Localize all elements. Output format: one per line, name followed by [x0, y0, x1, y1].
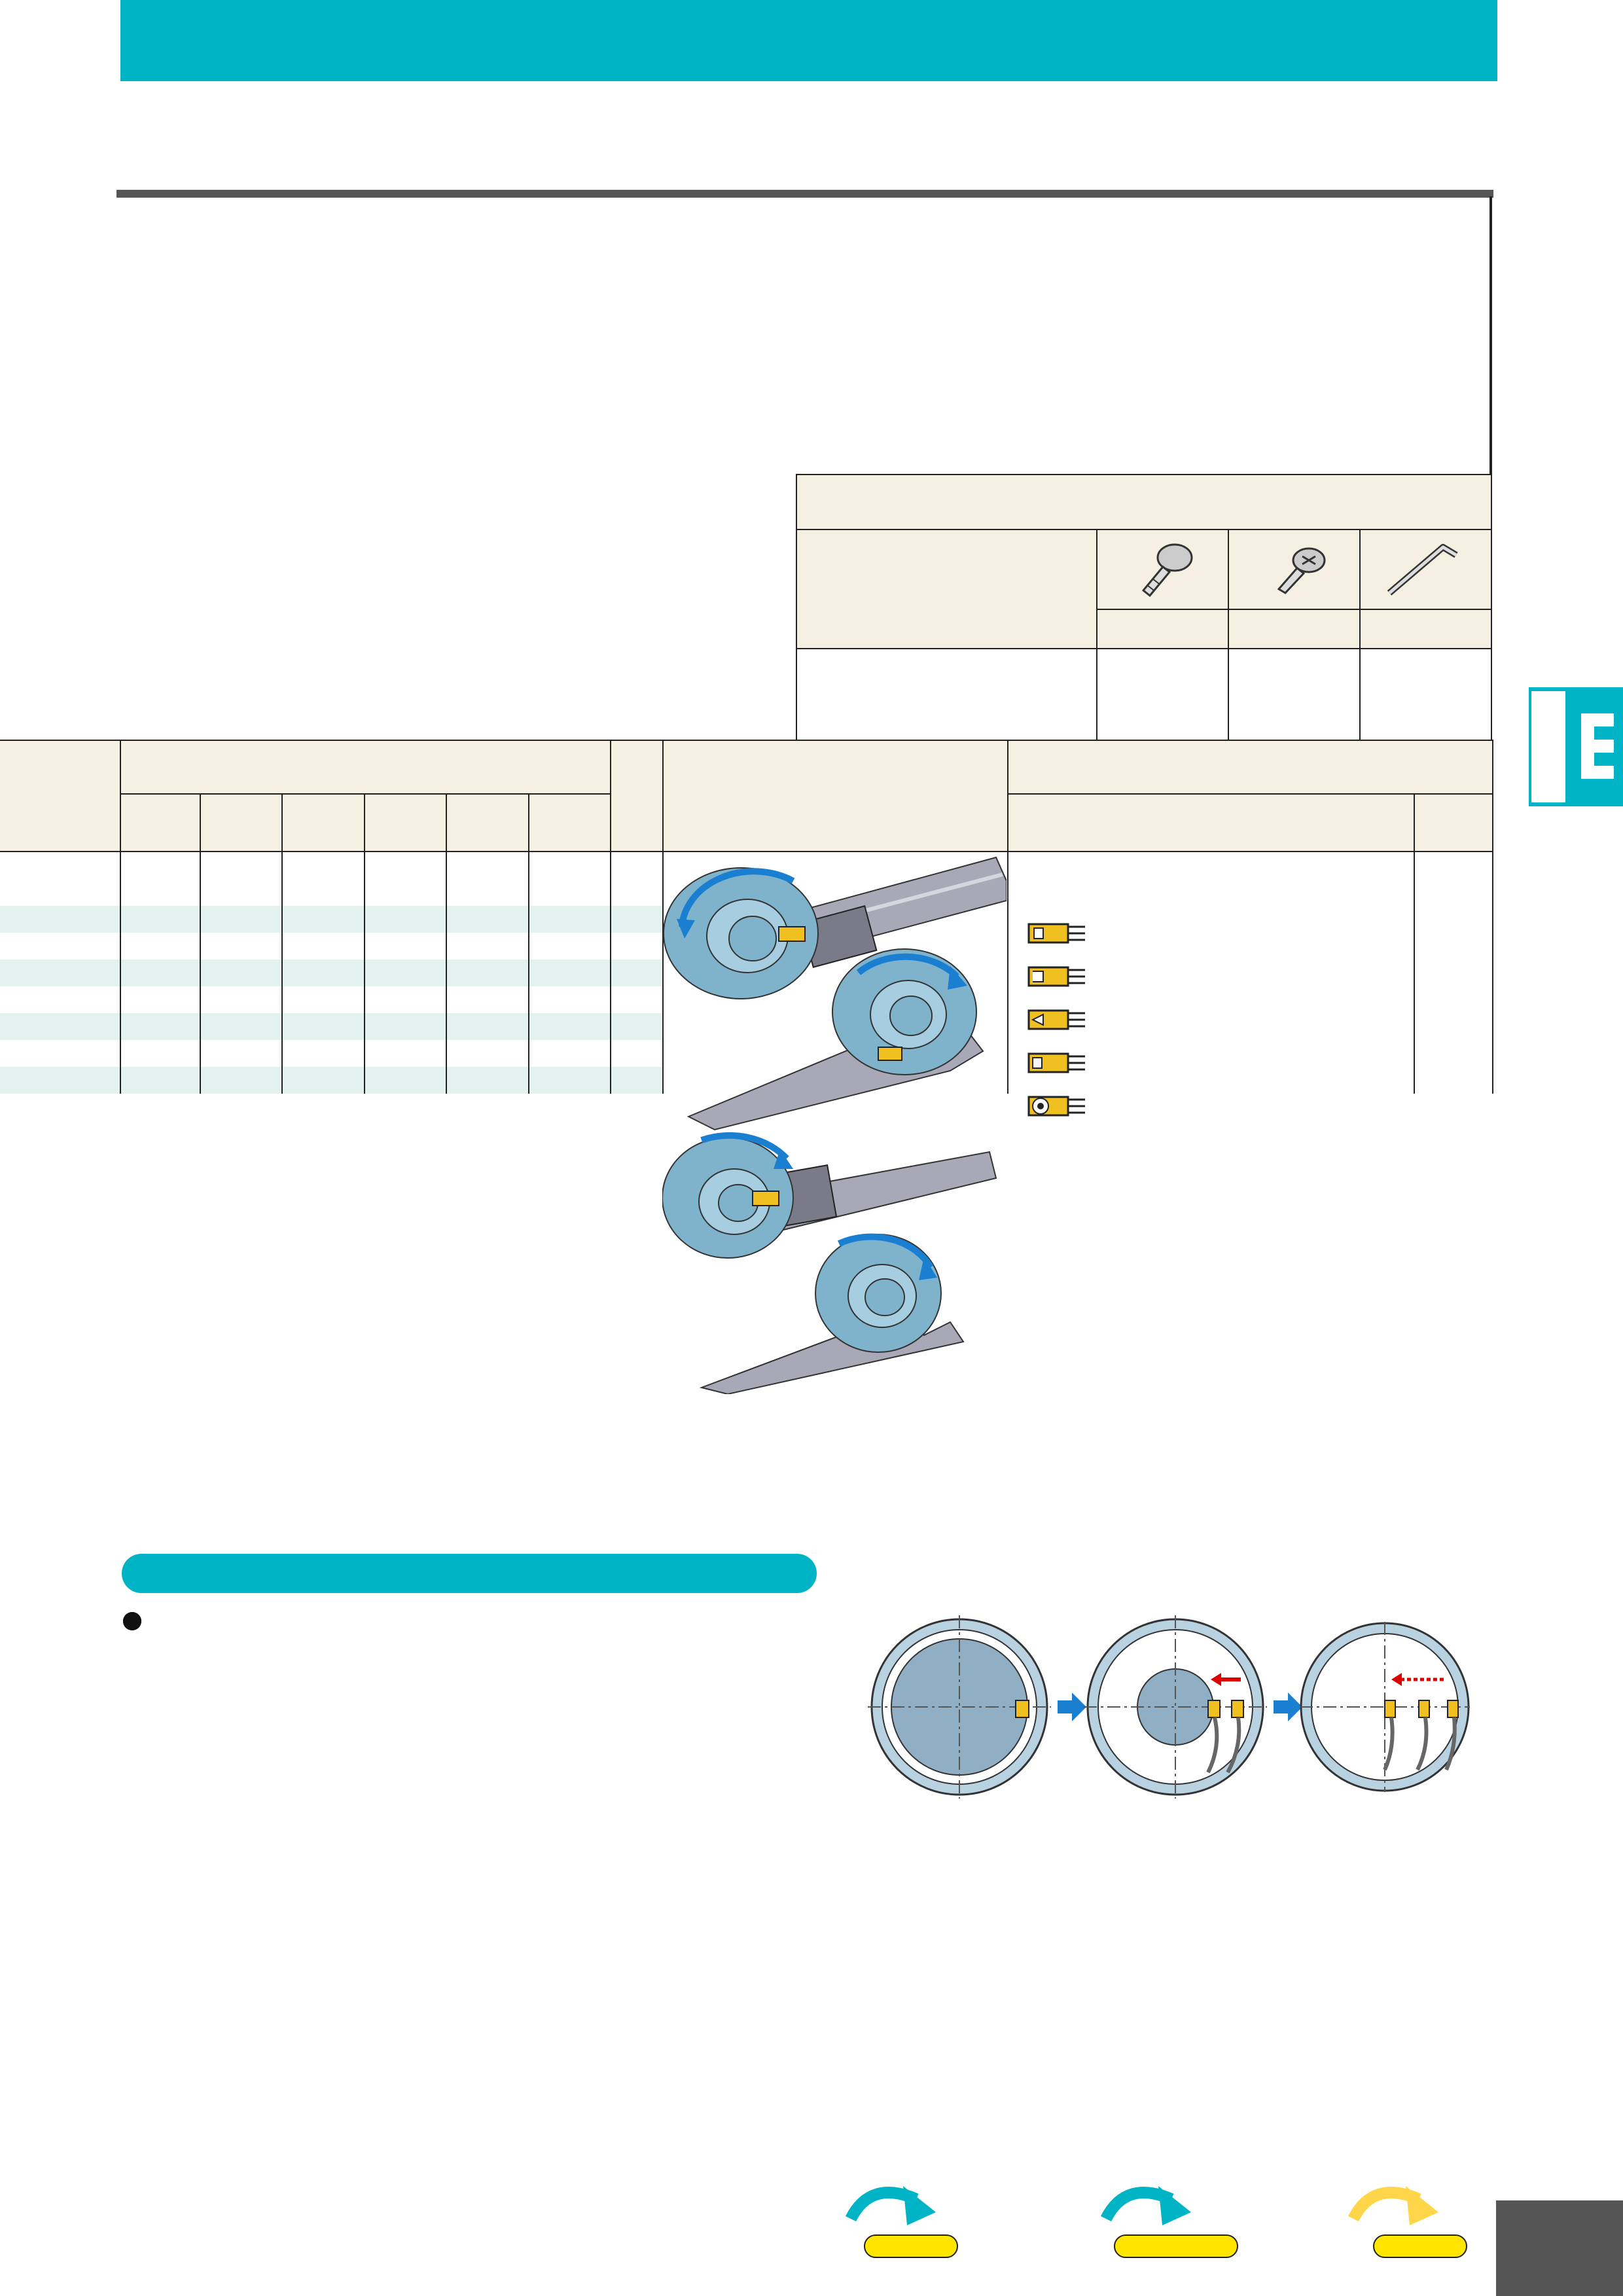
table-cell: [282, 1013, 364, 1040]
conditions-header: [663, 740, 1008, 852]
frame-line: [1489, 196, 1492, 475]
table-cell: [200, 852, 282, 906]
section-tab-label: [1531, 691, 1565, 802]
table-cell: [120, 960, 200, 986]
table-cell: [282, 986, 364, 1013]
table-cell: [529, 1067, 611, 1094]
table-cell: [529, 960, 611, 986]
table-cell: [611, 960, 663, 986]
table-cell: [446, 852, 528, 906]
table-cell: [611, 1013, 663, 1040]
table-cell: [446, 960, 528, 986]
cutting-conditions-illustration: [662, 855, 1007, 1394]
table-cell: [529, 986, 611, 1013]
table-cell: [611, 852, 663, 906]
key-cell: [1360, 649, 1491, 742]
clamp-screw-image: [1097, 529, 1228, 609]
table-cell: [611, 1067, 663, 1094]
table-cell: [365, 1040, 446, 1067]
table-cell: [365, 933, 446, 960]
table-cell: [120, 933, 200, 960]
table-cell: [446, 1013, 528, 1040]
arrow-right-icon: [1058, 1693, 1086, 1721]
curved-arrow-icon: [1099, 2179, 1198, 2238]
insert-gs-icon: [1027, 920, 1088, 946]
col-header: [365, 794, 446, 852]
table-cell: [200, 1040, 282, 1067]
table-cell: [529, 906, 611, 933]
figure-header: [611, 740, 663, 852]
curved-arrow-icon: [844, 2179, 942, 2238]
table-cell: [0, 1067, 120, 1094]
table-cell: [365, 986, 446, 1013]
table-cell: [446, 1040, 528, 1067]
header-rule: [116, 190, 1493, 198]
table-cell: [446, 986, 528, 1013]
key-header: [1360, 609, 1491, 649]
insert-screw-header: [1228, 609, 1360, 649]
spare-parts-table: [796, 474, 1492, 742]
col-header: [446, 794, 528, 852]
table-cell: [282, 852, 364, 906]
table-cell: [120, 906, 200, 933]
insert-header: [1008, 740, 1493, 794]
insert-bm: [1027, 1089, 1400, 1119]
table-cell: [529, 933, 611, 960]
table-cell: [611, 906, 663, 933]
insert-mm: [1027, 1046, 1400, 1076]
clamp-screw-icon: [1124, 535, 1202, 601]
holder-header: [796, 529, 1097, 649]
table-cell: [365, 1013, 446, 1040]
table-cell: [200, 960, 282, 986]
table-cell: [0, 852, 120, 906]
insert-gm-icon: [1027, 963, 1088, 990]
table-cell: [282, 933, 364, 960]
col-header: [529, 794, 611, 852]
table-cell: [120, 852, 200, 906]
table-cell: [529, 1013, 611, 1040]
table-cell: [0, 986, 120, 1013]
table-cell: [446, 906, 528, 933]
insert-ms-icon: [1027, 1007, 1088, 1033]
table-cell: [0, 1013, 120, 1040]
arrow-right-icon: [1274, 1693, 1302, 1721]
table-cell: [446, 1067, 528, 1094]
table-cell: [200, 986, 282, 1013]
table-cell: [200, 1013, 282, 1040]
insert-list: [1027, 916, 1400, 1132]
insert-screw-image: [1228, 529, 1360, 609]
table-cell: [0, 906, 120, 933]
dimensions-header: [120, 740, 611, 794]
clamp-screw-cell: [1097, 649, 1228, 742]
insert-screw-icon: [1255, 542, 1334, 594]
table-cell: [365, 852, 446, 906]
table-cell: [282, 1040, 364, 1067]
geometry-header: [1008, 794, 1414, 852]
face-grooving-figure-2: [662, 1136, 996, 1394]
top-banner: [120, 0, 1497, 81]
insert-ms: [1027, 1003, 1400, 1033]
insert-bm-icon: [1027, 1093, 1088, 1119]
table-cell: [200, 906, 282, 933]
table-cell: [611, 933, 663, 960]
table-cell: [365, 1067, 446, 1094]
table-cell: [282, 960, 364, 986]
col-header: [120, 794, 200, 852]
hex-key-icon: [1383, 535, 1468, 601]
face-grooving-figure-1: [664, 857, 1007, 1130]
nav-designation-link[interactable]: [864, 2234, 958, 2258]
curved-arrow-icon: [1347, 2179, 1445, 2238]
page-header: [1414, 794, 1493, 852]
table-cell: [120, 986, 200, 1013]
insert-mm-icon: [1027, 1050, 1088, 1076]
table-cell: [282, 1067, 364, 1094]
table-cell: [611, 1040, 663, 1067]
locator-step-2: [1084, 1615, 1267, 1799]
table-cell: [611, 986, 663, 1013]
insert-gs: [1027, 916, 1400, 946]
table-cell: [282, 906, 364, 933]
page-number: [1496, 2200, 1623, 2296]
vertical-section-title: [1505, 825, 1597, 1833]
table-cell: [446, 933, 528, 960]
spare-parts-title: [796, 475, 1491, 529]
nav-modes-link[interactable]: [1114, 2234, 1238, 2258]
table-cell: [0, 933, 120, 960]
table-cell: [120, 1040, 200, 1067]
clamp-screw-header: [1097, 609, 1228, 649]
section-tab: [1529, 687, 1623, 806]
page-cell: [1414, 852, 1493, 1094]
table-cell: [365, 960, 446, 986]
holder-code: [796, 649, 1097, 742]
blank-header: [0, 740, 120, 852]
table-cell: [120, 1067, 200, 1094]
locator-step-3: [1300, 1622, 1470, 1792]
guidance-title: [122, 1554, 817, 1593]
table-cell: [120, 1013, 200, 1040]
table-cell: [529, 1040, 611, 1067]
locator-sequence-diagram: [868, 1615, 1470, 1799]
table-cell: [0, 960, 120, 986]
nav-spares-link[interactable]: [1373, 2234, 1467, 2258]
table-cell: [365, 906, 446, 933]
insert-gm: [1027, 960, 1400, 990]
locator-step-1: [868, 1615, 1051, 1799]
table-cell: [529, 852, 611, 906]
table-cell: [200, 1067, 282, 1094]
col-header: [200, 794, 282, 852]
insert-screw-cell: [1228, 649, 1360, 742]
key-image: [1360, 529, 1491, 609]
table-cell: [0, 1040, 120, 1067]
table-cell: [200, 933, 282, 960]
col-header: [282, 794, 364, 852]
section-tab-glyph: [1575, 707, 1620, 785]
